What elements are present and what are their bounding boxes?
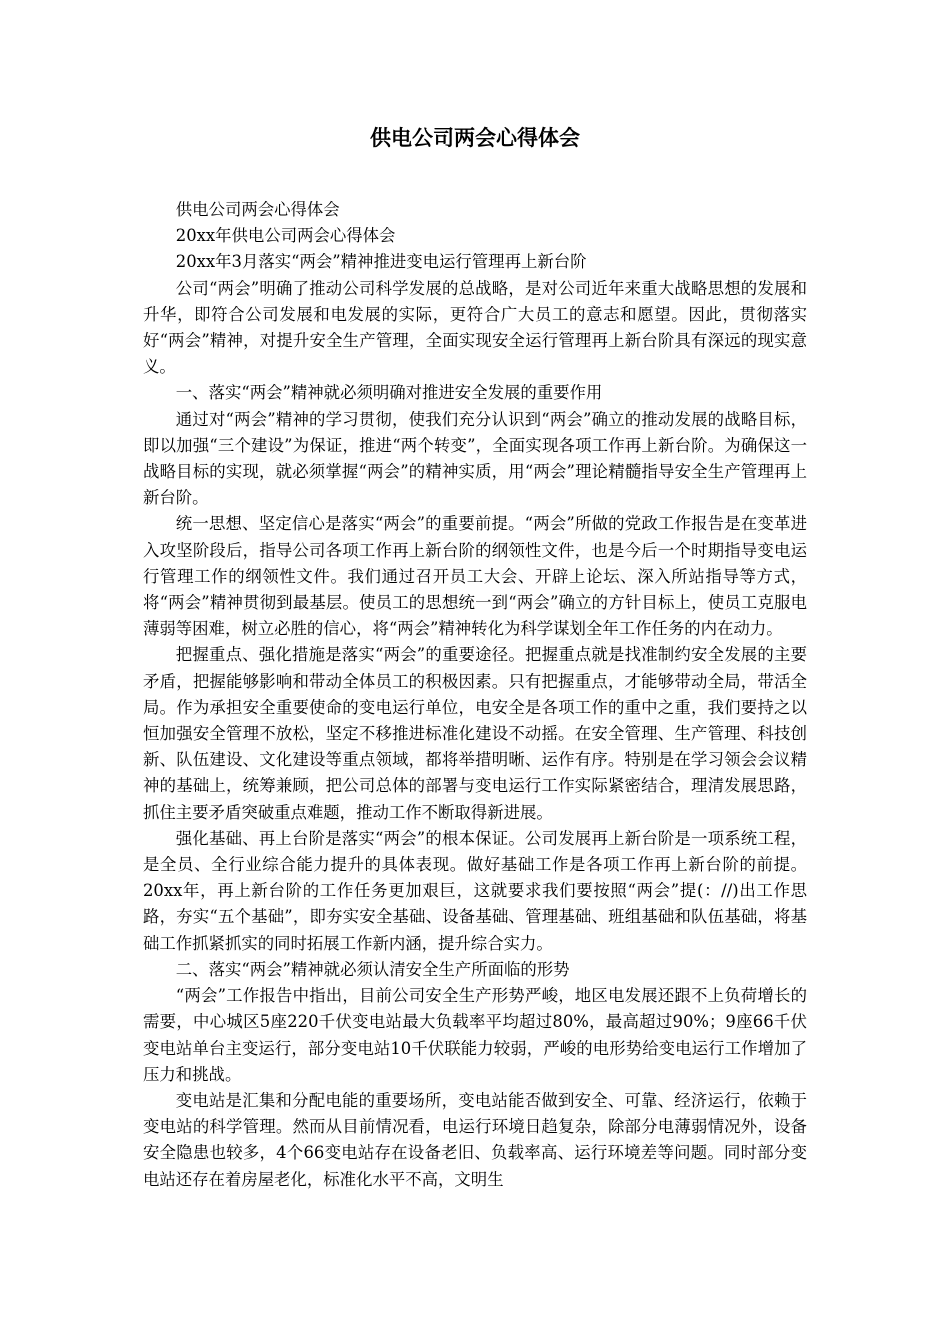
paragraph: “两会”工作报告中指出，目前公司安全生产形势严峻，地区电发展还跟不上负荷增长的需要，中心城区5座220千伏变电站最大负载率平均超过80%，最高超过90%；9座66千伏变电站单台主变运行，部分变电站10千伏联能力较弱，严峻的电形势给变电运行工作增加了压力和挑战。: [143, 986, 807, 1084]
document-title: 供电公司两会心得体会: [370, 126, 580, 150]
paragraph: 通过对“两会”精神的学习贯彻，使我们充分认识到“两会”确立的推动发展的战略目标，即以加强“三个建设”为保证，推进“两个转变”，全面实现各项工作再上新台阶。为确保这一战略目标的实现，就必须掌握“两会”的精神实质，用“两会”理论精髓指导安全生产管理再上新台阶。: [143, 409, 807, 508]
document-body: [143, 197, 807, 1193]
paragraph-heading-2: 20xx年供电公司两会心得体会: [175, 226, 396, 246]
paragraph: 公司“两会”明确了推动公司科学发展的总战略，是对公司近年来重大战略思想的发展和升华，即符合公司发展和电发展的实际，更符合广大员工的意志和愿望。因此，贯彻落实好“两会”精神，对提升安全生产管理，全面实现安全运行管理再上新台阶具有深远的现实意义。: [143, 278, 807, 377]
section-heading: 一、落实“两会”精神就必须明确对推进安全发展的重要作用: [175, 383, 603, 403]
paragraph-heading-1: 供电公司两会心得体会: [175, 200, 340, 219]
section-heading: 二、落实“两会”精神就必须认清安全生产所面临的形势: [175, 959, 570, 979]
paragraph-heading-3: 20xx年3月落实“两会”精神推进变电运行管理再上新台阶: [175, 252, 587, 272]
paragraph: 强化基础、再上台阶是落实“两会”的根本保证。公司发展再上新台阶是一项系统工程，是全员、全行业综合能力提升的具体表现。做好基础工作是各项工作再上新台阶的前提。20xx年，再上新台阶的工作任务更加艰巨，这就要求我们要按照“两会”提(：//)出工作思路，夯实“五个基础”，即夯实安全基础、设备基础、管理基础、班组基础和队伍基础，将基础工作抓紧抓实的同时拓展工作新内涵，提升综合实力。: [143, 828, 807, 953]
paragraph: 变电站是汇集和分配电能的重要场所，变电站能否做到安全、可靠、经济运行，依赖于变电站的科学管理。然而从目前情况看，电运行环境日趋复杂，除部分电薄弱情况外，设备安全隐患也较多，4个66变电站存在设备老旧、负载率高、运行环境差等问题。同时部分变电站还存在着房屋老化，标准化水平不高，文明生: [143, 1090, 807, 1189]
paragraph: 统一思想、坚定信心是落实“两会”的重要前提。“两会”所做的党政工作报告是在变革进入攻坚阶段后，指导公司各项工作再上新台阶的纲领性文件，也是今后一个时期指导变电运行管理工作的纲领性文件。我们通过召开员工大会、开辟上论坛、深入所站指导等方式，将“两会”精神贯彻到最基层。使员工的思想统一到“两会”确立的方针目标上，使员工克服电薄弱等困难，树立必胜的信心，将“两会”精神转化为科学谋划全年工作任务的内在动力。: [143, 514, 807, 639]
paragraph: 把握重点、强化措施是落实“两会”的重要途径。把握重点就是找准制约安全发展的主要矛盾，把握能够影响和带动全体员工的积极因素。只有把握重点，才能够带动全局，带活全局。作为承担安全重要使命的变电运行单位，电安全是各项工作的重中之重，我们要持之以恒加强安全管理不放松，坚定不移推进标准化建设不动摇。在安全管理、生产管理、科技创新、队伍建设、文化建设等重点领域，都将举措明晰、运作有序。特别是在学习领会会议精神的基础上，统筹兼顾，把公司总体的部署与变电运行工作实际紧密结合，理清发展思路，抓住主要矛盾突破重点难题，推动工作不断取得新进展。: [143, 645, 807, 822]
